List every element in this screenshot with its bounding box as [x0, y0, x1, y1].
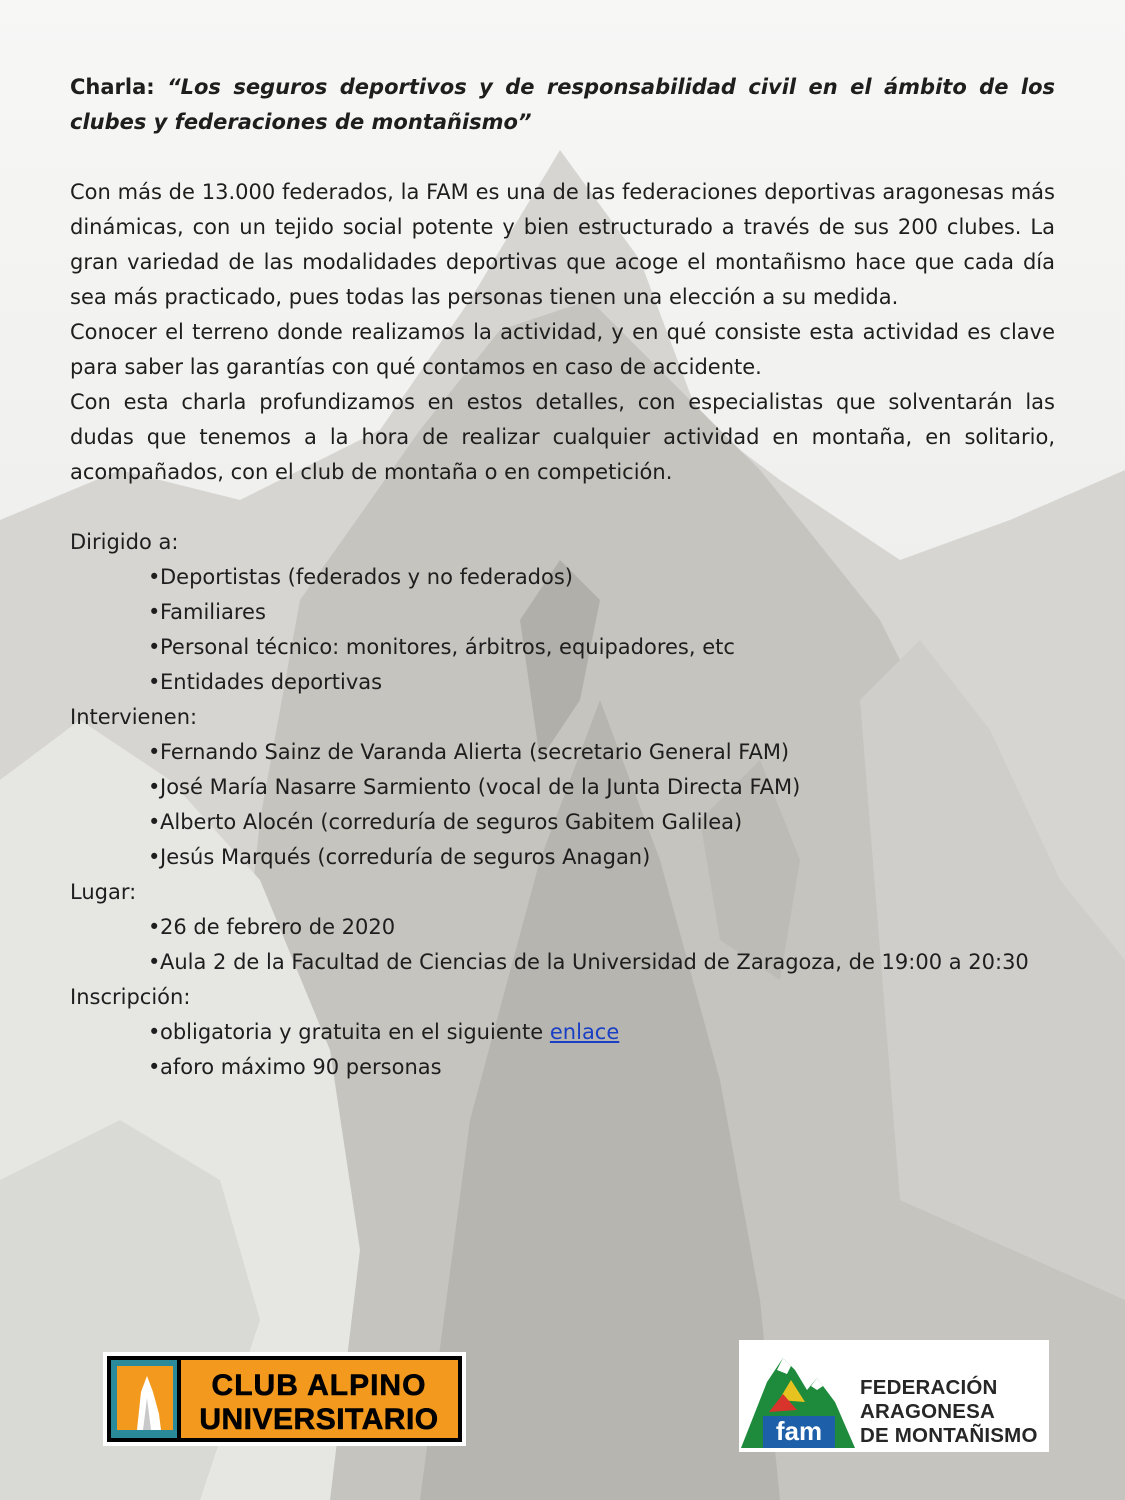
list-item: •Jesús Marqués (correduría de seguros Anagan)	[148, 845, 651, 869]
talk-paragraph: Con esta charla profundizamos en estos detalles, con especialistas que solventarán las dudas que tenemos a la hora de realizar cualquier actividad en montaña, en solitario, acompañados, con el club de montaña o en competición.	[70, 390, 1055, 484]
intro-paragraph: Con más de 13.000 federados, la FAM es una de las federaciones deportivas aragonesas más dinámicas, con un tejido social potente y bien estructurado a través de sus 200 clubes. La gran variedad de las modalidades deportivas que acoge el montañismo hace que cada día sea más practicado, pues todas las personas tienen una elección a su medida.	[70, 180, 1055, 309]
section-label-lugar: Lugar:	[70, 880, 137, 904]
section-label-inscripcion: Inscripción:	[70, 985, 191, 1009]
speakers-list	[70, 735, 1055, 875]
audience-list	[70, 560, 1055, 700]
federacion-aragonesa-logo	[739, 1340, 1049, 1452]
list-item: •Personal técnico: monitores, árbitros, equipadores, etc	[148, 635, 735, 659]
list-item: •Familiares	[148, 600, 266, 624]
svg-text:CLUB ALPINO: CLUB ALPINO	[211, 1369, 427, 1402]
list-item: •Entidades deportivas	[148, 670, 383, 694]
list-item: •26 de febrero de 2020	[148, 915, 396, 939]
list-item: •aforo máximo 90 personas	[148, 1055, 442, 1079]
list-item: •Deportistas (federados y no federados)	[148, 565, 573, 589]
section-label-dirigido: Dirigido a:	[70, 530, 179, 554]
svg-text:fam: fam	[775, 1416, 823, 1446]
venue-list	[70, 910, 1055, 980]
registration-list	[70, 1015, 1055, 1085]
list-item: •obligatoria y gratuita en el siguiente enlace	[148, 1020, 620, 1044]
list-item: •José María Nasarre Sarmiento (vocal de la Junta Directa FAM)	[148, 775, 801, 799]
document-body	[70, 70, 1055, 1085]
fam-wordmark: FEDERACIÓN ARAGONESA DE MONTAÑISMO	[860, 1376, 1038, 1447]
title-prefix: Charla:	[70, 75, 168, 99]
title-quote: “Los seguros deportivos y de responsabilidad civil en el ámbito de los clubes y federaciones de montañismo”	[70, 75, 1055, 134]
svg-text:UNIVERSITARIO: UNIVERSITARIO	[199, 1403, 439, 1436]
fam-mountain-emblem	[739, 1340, 859, 1452]
event-title	[70, 70, 1055, 140]
list-item: •Fernando Sainz de Varanda Alierta (secretario General FAM)	[148, 740, 790, 764]
club-alpino-universitario-logo	[103, 1352, 466, 1446]
list-item: •Alberto Alocén (correduría de seguros Gabitem Galilea)	[148, 810, 743, 834]
section-label-intervienen: Intervienen:	[70, 705, 198, 729]
list-item: •Aula 2 de la Facultad de Ciencias de la Universidad de Zaragoza, de 19:00 a 20:30	[148, 950, 1029, 974]
registration-link[interactable]: enlace	[549, 1020, 620, 1044]
terrain-paragraph: Conocer el terreno donde realizamos la actividad, y en qué consiste esta actividad es clave para saber las garantías con qué contamos en caso de accidente.	[70, 320, 1055, 379]
